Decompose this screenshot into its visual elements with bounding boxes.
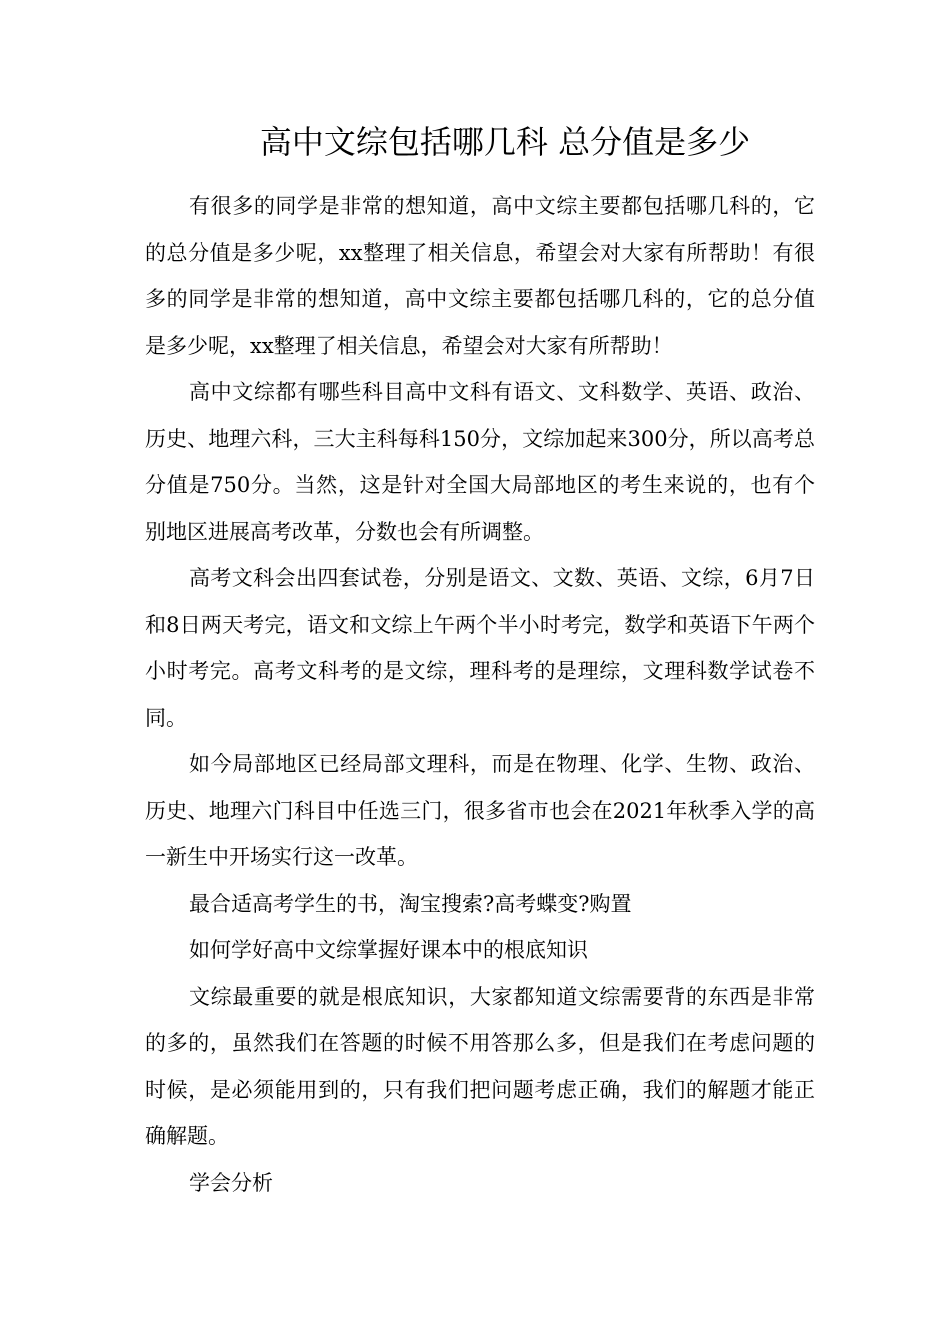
paragraph-analysis: 学会分析: [189, 1170, 273, 1195]
paragraph-heading-study: 如何学好高中文综掌握好课本中的根底知识: [189, 938, 588, 962]
paragraph-book-recommendation: 最合适高考学生的书，淘宝搜索?高考蝶变?购置: [189, 891, 632, 916]
paragraph-intro: 有很多的同学是非常的想知道，高中文综主要都包括哪几科的，它的总分值是多少呢，xx整理了相关信息，希望会对大家有所帮助！有很多的同学是非常的想知道，高中文综主要都包括哪几科的，它的总分值是多少呢，xx整理了相关信息，希望会对大家有所帮助！: [145, 194, 815, 358]
paragraph-exam-schedule: 高考文科会出四套试卷，分别是语文、文数、英语、文综，6月7日和8日两天考完，语文和文综上午两个半小时考完，数学和英语下午两个小时考完。高考文科考的是文综，理科考的是理综，文理科数学试卷不同。: [145, 566, 815, 730]
document-body: [145, 183, 815, 1206]
paragraph-reform: 如今局部地区已经局部文理科，而是在物理、化学、生物、政治、历史、地理六门科目中任选三门，很多省市也会在2021年秋季入学的高一新生中开场实行这一改革。: [145, 752, 815, 869]
paragraph-subjects: 高中文综都有哪些科目高中文科有语文、文科数学、英语、政治、历史、地理六科，三大主科每科150分，文综加起来300分，所以高考总分值是750分。当然，这是针对全国大局部地区的考生来说的，也有个别地区进展高考改革，分数也会有所调整。: [145, 380, 815, 544]
document-title: 高中文综包括哪几科 总分值是多少: [259, 123, 751, 161]
paragraph-basics: 文综最重要的就是根底知识，大家都知道文综需要背的东西是非常的多的，虽然我们在答题的时候不用答那么多，但是我们在考虑问题的时候，是必须能用到的，只有我们把问题考虑正确，我们的解题才能正确解题。: [145, 984, 815, 1148]
